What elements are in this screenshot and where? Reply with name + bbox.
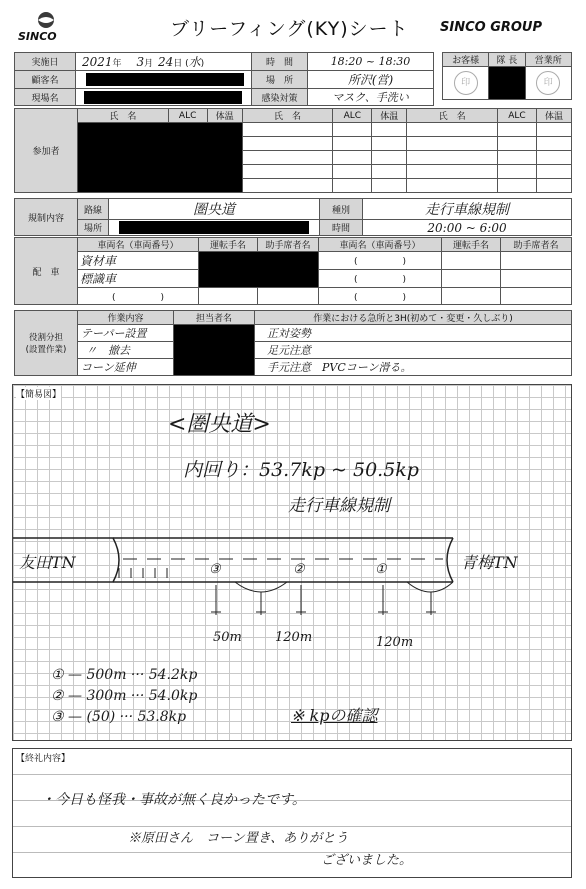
closing-line-3: ございました。 (321, 853, 413, 868)
redacted-block (119, 221, 309, 234)
date-day: 24 (157, 55, 174, 69)
redacted-assignees (174, 325, 255, 376)
note-row: ③ — (50) ··· 53.8kp (51, 709, 187, 725)
note-dist: 50 (91, 709, 110, 725)
date-day-unit: 日 (173, 59, 183, 69)
col-header: ALC (498, 109, 537, 123)
vehicle-row-2 (78, 270, 199, 288)
stamp-mark: 印 (454, 71, 478, 95)
note-dist: 300m (86, 688, 127, 704)
client-value (76, 71, 252, 89)
infection-label: 感染対策 (252, 89, 308, 106)
vehicle-paren: ( ) (319, 252, 442, 270)
note-row: ② — 300m ··· 54.0kp (51, 688, 198, 704)
time-value: 18:20 ~ 18:30 (308, 53, 434, 71)
date-cell: 2021年 3月 24日 (水) (76, 53, 252, 71)
vehicle-header: 助手席者名 (501, 238, 572, 252)
vehicle-row-1 (78, 252, 199, 270)
col-header: 体温 (537, 109, 572, 123)
client-label: 顧客名 (15, 71, 76, 89)
stamp-cell-office (525, 67, 571, 100)
vehicle-header: 助手席者名 (258, 238, 319, 252)
regulation-table (14, 198, 572, 236)
role-task: コーン延伸 (78, 359, 174, 376)
type-label: 種別 (320, 199, 363, 220)
date-month: 3 (136, 55, 145, 69)
date-weekday: 水 (188, 55, 201, 69)
stamp-header-leader: 隊 長 (489, 53, 525, 67)
vehicle-paren: ( ) (319, 288, 442, 305)
note-dist: 500m (86, 667, 127, 683)
role-point: 手元注意 PVCコーン滑る。 (255, 359, 572, 376)
col-header: 氏 名 (242, 109, 333, 123)
site-label: 現場名 (15, 89, 76, 106)
traffic-arrows (119, 568, 167, 578)
col-header: 体温 (372, 109, 407, 123)
logo-text: SINCO (18, 30, 57, 43)
site-value (76, 89, 252, 106)
vehicle-label: 配 車 (15, 238, 78, 305)
note-num: ③ (51, 709, 64, 725)
date-year: 2021 (82, 55, 113, 69)
col-header: ALC (168, 109, 207, 123)
sketch-label: 【簡易図】 (16, 387, 61, 400)
road-label: 路線 (78, 199, 109, 220)
place-value: 所沢(営) (308, 71, 434, 89)
role-point: 足元注意 (255, 342, 572, 359)
vehicle-header: 車両名（車両番号） (319, 238, 442, 252)
roles-label: 役割分担 (設置作業) (15, 311, 78, 376)
tunnel-left: 友田TN (19, 553, 76, 572)
cone-tapers (235, 582, 453, 592)
top-info-table (14, 52, 434, 106)
col-header: 氏 名 (78, 109, 169, 123)
sketch-range: 内回り：53.7kp ~ 50.5kp (183, 459, 419, 481)
distance-ticks (211, 585, 436, 615)
closing-line-2: ※原田さん コーン置き、ありがとう (128, 831, 349, 846)
mark-2: ② (293, 562, 305, 577)
stamp-cell-leader (489, 67, 525, 100)
date-year-unit: 年 (112, 59, 122, 69)
vehicle-header: 運転手名 (199, 238, 258, 252)
type-value: 走行車線規制 (363, 199, 572, 220)
note-num: ① (51, 667, 64, 683)
redacted-block (86, 73, 244, 86)
vehicle-paren: ( ) (78, 288, 199, 305)
vehicle-header: 運転手名 (442, 238, 501, 252)
place-label: 場所 (78, 220, 109, 236)
note-kp: 53.8kp (137, 709, 187, 725)
participants-table (14, 108, 572, 193)
role-task: 〃 撤去 (78, 342, 174, 359)
stamp-table (442, 52, 572, 100)
reg-time-value: 20:00 ~ 6:00 (363, 220, 572, 236)
sheet-title: ブリーフィング(KY)シート (170, 18, 409, 40)
roles-header: 作業における急所と3H(初めて・変更・久しぶり) (255, 311, 572, 325)
place-value (109, 220, 320, 236)
roles-header: 作業内容 (78, 311, 174, 325)
vehicle-header: 車両名（車両番号） (78, 238, 199, 252)
participants-label: 参加者 (15, 109, 78, 193)
note-row: ① — 500m ··· 54.2kp (51, 667, 198, 683)
note-kp: 54.0kp (148, 688, 198, 704)
roles-table (14, 310, 572, 376)
kp-confirm-note: ※ kpの確認 (291, 706, 378, 725)
time-label: 時 間 (252, 53, 308, 71)
role-point: 正対姿勢 (255, 325, 572, 342)
redacted-block (84, 91, 242, 104)
distance-120-a: 120m (275, 630, 313, 645)
roles-header: 担当者名 (174, 311, 255, 325)
vehicle-name: 標識車 (80, 272, 117, 286)
col-header: 体温 (207, 109, 242, 123)
sinco-logo (16, 10, 76, 44)
sketch-area (12, 384, 572, 741)
regulation-label: 規制内容 (15, 199, 78, 236)
stamp-cell-client (443, 67, 489, 100)
redacted-participants (78, 123, 243, 193)
stamp-header-client: お客様 (443, 53, 489, 67)
note-num: ② (51, 688, 64, 704)
vehicle-table (14, 237, 572, 305)
reg-time-label: 時間 (320, 220, 363, 236)
redacted-drivers (199, 252, 319, 288)
place-label: 場 所 (252, 71, 308, 89)
vehicle-paren: ( ) (319, 270, 442, 288)
distance-120-b: 120m (376, 635, 414, 650)
vehicle-name: 資材車 (80, 254, 117, 268)
date-label: 実施日 (15, 53, 76, 71)
closing-area (12, 748, 572, 878)
closing-label: 【終礼内容】 (16, 751, 70, 764)
stamp-header-office: 営業所 (525, 53, 571, 67)
distance-50: 50m (213, 630, 242, 645)
sketch-route: <圏央道> (168, 412, 271, 437)
road-value: 圏央道 (109, 199, 320, 220)
col-header: 氏 名 (407, 109, 498, 123)
sketch-type: 走行車線規制 (288, 496, 390, 516)
mark-1: ① (375, 562, 387, 577)
group-name: SINCO GROUP (440, 20, 543, 35)
stamp-mark: 印 (536, 71, 560, 95)
infection-value: マスク、手洗い (308, 89, 434, 106)
tunnel-right-shape (447, 538, 453, 582)
date-month-unit: 月 (144, 59, 154, 69)
col-header: ALC (333, 109, 372, 123)
closing-line-1: ・今日も怪我・事故が無く良かったです。 (41, 792, 306, 808)
mark-3: ③ (209, 562, 221, 577)
note-kp: 54.2kp (148, 667, 198, 683)
tunnel-right: 青梅TN (461, 553, 518, 572)
role-task: テーパー設置 (78, 325, 174, 342)
